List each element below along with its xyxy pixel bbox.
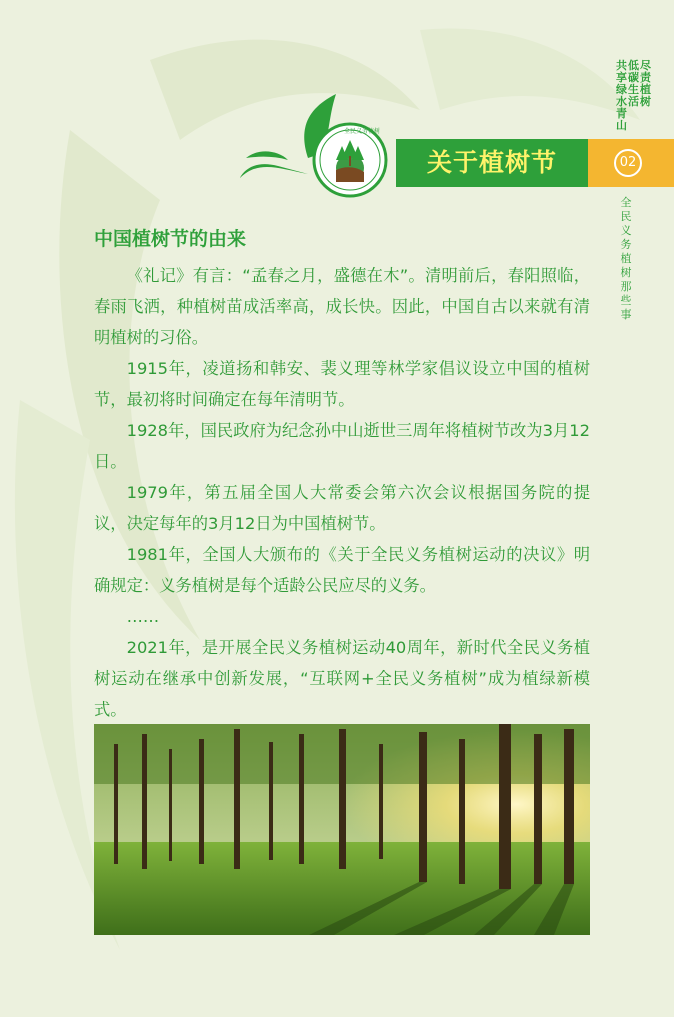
slogan-column-3: 尽责植树: [640, 59, 651, 108]
paragraph: ……: [126, 607, 160, 626]
page-title: 关于植树节: [426, 148, 557, 177]
section-body: [94, 260, 590, 725]
slogan-column-1: 共享绿水青山: [616, 59, 627, 132]
tree-planting-logo-icon: [238, 88, 408, 198]
paragraph: 1979年，第五届全国人大常委会第六次会议根据国务院的提议，决定每年的3月12日为中国植树节。: [94, 483, 590, 533]
paragraph: 1915年，凌道扬和韩安、裴义理等林学家倡议设立中国的植树节，最初将时间确定在每年清明节。: [94, 359, 590, 409]
slogan-column-2: 低碳生活: [628, 59, 639, 108]
page-number: 02: [614, 149, 642, 177]
forest-photo: [94, 724, 590, 935]
paragraph: 2021年，是开展全民义务植树运动40周年，新时代全民义务植树运动在继承中创新发展，“互联网+全民义务植树”成为植绿新模式。: [94, 638, 590, 719]
logo-text: 全民义务植树: [343, 128, 380, 135]
paragraph: 1981年，全国人大颁布的《关于全民义务植树运动的决议》明确规定：义务植树是每个适龄公民应尽的义务。: [94, 545, 590, 595]
section-heading: 中国植树节的由来: [94, 228, 247, 250]
paragraph: 1928年，国民政府为纪念孙中山逝世三周年将植树节改为3月12日。: [94, 421, 590, 471]
side-vertical-label: 全民义务植树那些事: [620, 196, 632, 321]
paragraph: 《礼记》有言：“孟春之月，盛德在木”。清明前后，春阳照临，春雨飞洒，种植树苗成活率高，成长快。因此，中国自古以来就有清明植树的习俗。: [94, 266, 590, 347]
